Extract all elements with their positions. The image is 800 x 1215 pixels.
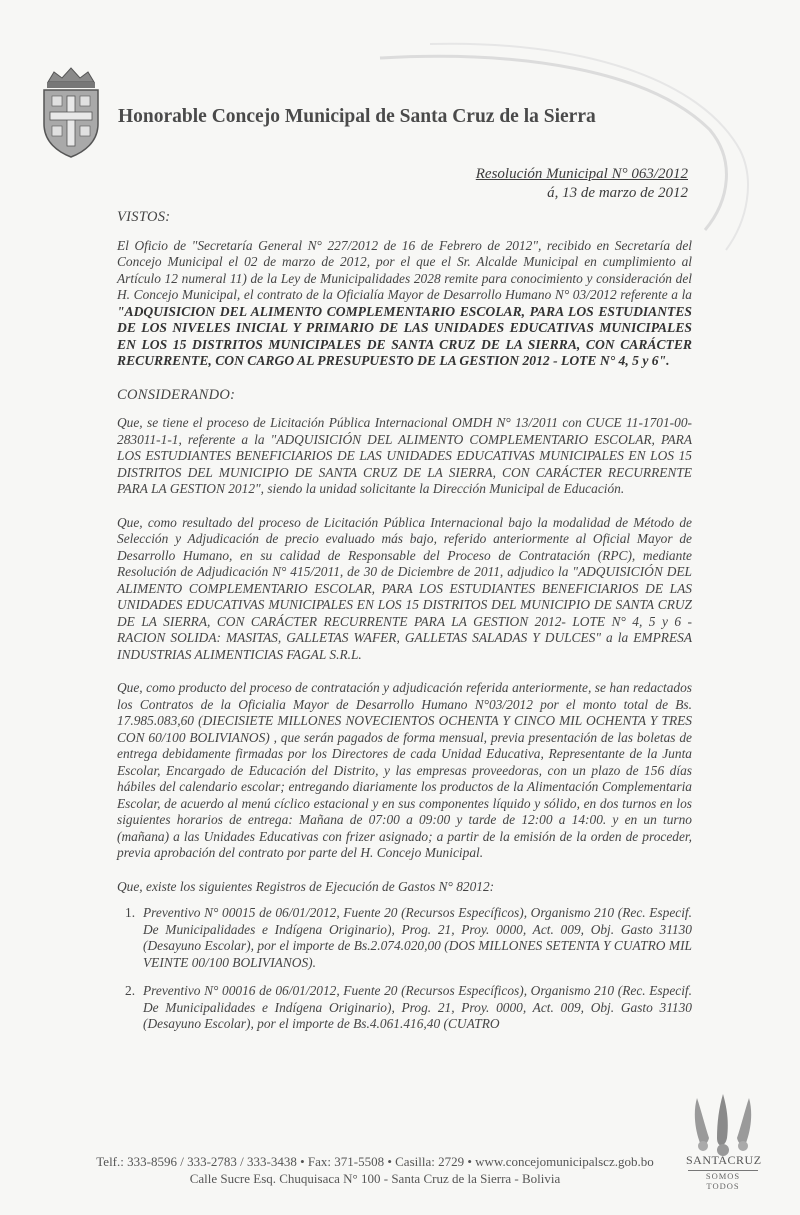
considerando-heading: CONSIDERANDO: <box>117 386 236 403</box>
list-item-text: Preventivo N° 00015 de 06/01/2012, Fuente 20 (Recursos Específicos), Organismo 210 (Rec. Especif. De Municipalidades e Indígena Originario), Prog. 21, Proy. 0000, Act. 009, Obj. Gasto 31130 (Desayuno Escolar), por el importe de Bs.2.074.020,00 (DOS MILLONES SETENTA Y CUATRO MIL VEINTE 00/100 BOLIVIANOS). <box>143 905 692 970</box>
considerando-paragraph-3: Que, como producto del proceso de contratación y adjudicación referida anteriormente, se han redactados los Contratos de la Oficialia Mayor de Desarrollo Humano N°03/2012 por el monto total de Bs. 17.985.083,60 (DIECISIETE MILLONES NOVECIENTOS OCHENTA Y CINCO MIL OCHENTA Y TRES CON 60/100 BOLIVIANOS) , que serán pagados de forma mensual, previa presentación de las boletas de entrega debidamente firmadas por los Directores de cada Unidad Educativa, Representante de la Junta Escolar, Encargado de Educación del Distrito, y las empresas proveedoras, con un plazo de 156 días hábiles del calendario escolar; entregando diariamente los productos de la Alimentación Complementaria Escolar, de acuerdo al menú cíclico estacional y en sus componentes líquido y sólido, en dos turnos en los siguientes horarios de entrega: Mañana de 07:00 a 09:00 y tarde de 12:00 a 14:00. y en un turno (mañana) a las Unidades Educativas con frizer asignado; a partir de la emisión de la orden de proceder, previa aprobación del contrato por parte del H. Concejo Municipal. <box>117 680 692 860</box>
considerando-paragraph-2: Que, como resultado del proceso de Licitación Pública Internacional bajo la modalidad de Método de Selección y Adjudicación de precio evaluado más bajo, referido anteriormente al Oficial Mayor de Desarrollo Humano, en su calidad de Responsable del Proceso de Contratación (RPC), mediante Resolución de Adjudicación N° 415/2011, de 30 de Diciembre de 2011, adjudico la "ADQUISICIÓN DEL ALIMENTO COMPLEMENTARIO ESCOLAR, PARA LOS ESTUDIANTES BENEFICIARIOS DE LAS UNIDADES EDUCATIVAS MUNICIPALES EN LOS 15 DISTRITOS DEL MUNICIPIO DE SANTA CRUZ DE LA SIERRA, CON CARÁCTER RECURRENTE PARA LA GESTION 2012- LOTE N° 4, 5 y 6 - RACION SOLIDA: MASITAS, GALLETAS WAFER, GALLETAS SALADAS Y DULCES" a la EMPRESA INDUSTRIAS ALIMENTICIAS FAGAL S.R.L. <box>117 514 692 662</box>
vistos-bold-subject: "ADQUISICION DEL ALIMENTO COMPLEMENTARIO ESCOLAR, PARA LOS ESTUDIANTES DE LOS NIVELES INICIAL Y PRIMARIO DE LAS UNIDADES EDUCATIVAS MUNICIPALES EN LOS 15 DISTRITOS MUNICIPALES DE SANTA CRUZ DE LA SIERRA, CON CARÁCTER RECURRENTE, CON CARGO AL PRESUPUESTO DE LA GESTION 2012 - LOTE N° 4, 5 y 6". <box>117 303 692 368</box>
logo-name: SANTACRUZ <box>686 1153 762 1167</box>
expense-records-list <box>117 905 692 1033</box>
list-item-number: 2. <box>125 983 136 998</box>
considerando-paragraph-1: Que, se tiene el proceso de Licitación Pública Internacional OMDH N° 13/2011 con CUCE 11-1701-00-283011-1-1, referente a la "ADQUISICIÓN DEL ALIMENTO COMPLEMENTARIO ESCOLAR, PARA LOS ESTUDIANTES BENEFICIARIOS DE LAS UNIDADES EDUCATIVAS MUNICIPALES EN LOS 15 DISTRITOS DEL MUNICIPIO DE SANTA CRUZ DE LA SIERRA, CON CARÁCTER RECURRENTE PARA LA GESTION 2012", siendo la unidad solicitante la Dirección Municipal de Educación. <box>117 415 692 496</box>
council-name: Honorable Concejo Municipal de Santa Cruz de la Sierra <box>118 106 596 127</box>
document-body <box>117 209 692 1045</box>
considerando-paragraph-4: Que, existe los siguientes Registros de Ejecución de Gastos N° 82012: <box>117 878 495 894</box>
municipal-crest-icon <box>38 62 104 160</box>
list-item-number: 1. <box>125 905 136 920</box>
vistos-heading: VISTOS: <box>117 209 171 225</box>
resolution-date: á, 13 de marzo de 2012 <box>547 185 688 201</box>
resolution-number: Resolución Municipal N° 063/2012 <box>475 166 688 182</box>
logo-slogan: SOMOS TODOS <box>688 1170 758 1191</box>
list-item <box>117 905 692 971</box>
vistos-text: El Oficio de "Secretaría General N° 227/2012 de 16 de Febrero de 2012", recibido en Secretaría del Concejo Municipal el 02 de marzo de 2012, por el que el Sr. Alcalde Municipal en cumplimiento al Artículo 12 numeral 11) de la Ley de Municipalidades 2028 remite para conocimiento y consideración del H. Concejo Municipal, el contrato de la Oficialía Mayor de Desarrollo Humano N° 03/2012 referente a la <box>117 237 692 302</box>
list-item-text: Preventivo N° 00016 de 06/01/2012, Fuente 20 (Recursos Específicos), Organismo 210 (Rec. Especif. De Municipalidades e Indígena Originario), Prog. 21, Proy. 0000, Act. 009, Obj. Gasto 31130 (Desayuno Escolar), por el importe de Bs.4.061.416,40 (CUATRO <box>143 983 692 1031</box>
footer-phone-line: Telf.: 333-8596 / 333-2783 / 333-3438 • Fax: 371-5508 • Casilla: 2729 • www.concejomunicipalscz.gob.bo <box>96 1154 654 1169</box>
footer-address-line: Calle Sucre Esq. Chuquisaca N° 100 - Santa Cruz de la Sierra - Bolivia <box>189 1171 561 1186</box>
vistos-paragraph <box>117 238 692 370</box>
list-item <box>117 983 692 1033</box>
footer-contact <box>40 1153 710 1187</box>
